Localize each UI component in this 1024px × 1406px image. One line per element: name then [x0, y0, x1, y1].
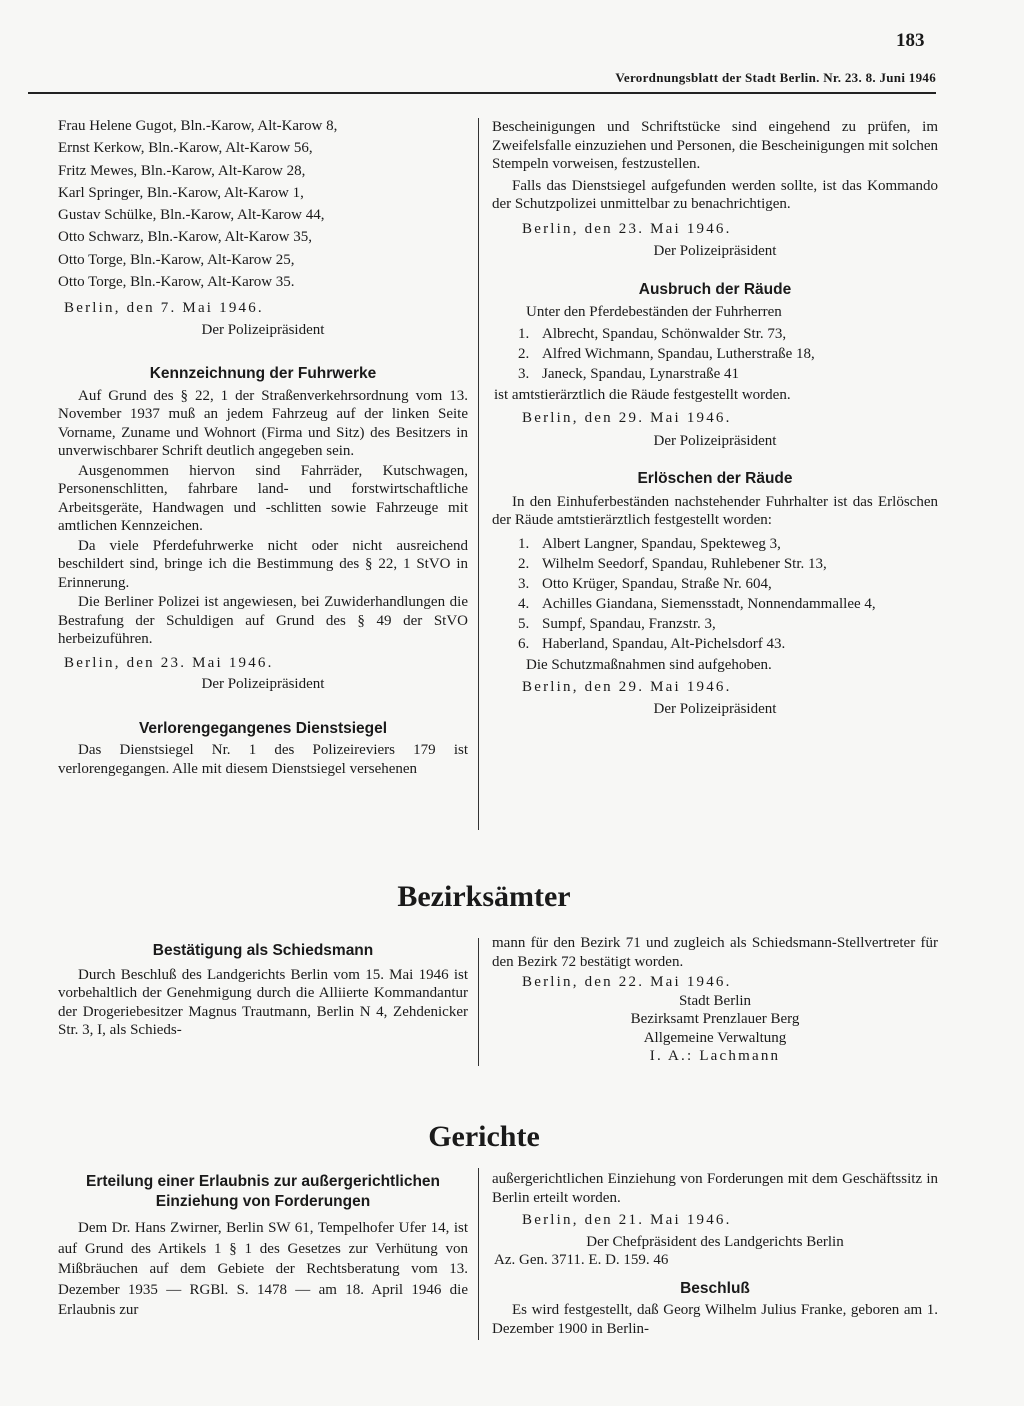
list-text: Wilhelm Seedorf, Spandau, Ruhlebener Str. 13,: [542, 555, 827, 572]
list-number: 1.: [518, 325, 530, 342]
numbered-list: [492, 324, 938, 384]
section-title: Verlorengegangenes Dienstsiegel: [138, 719, 388, 737]
list-number: 1.: [518, 535, 530, 552]
list-item: [518, 574, 938, 594]
list-item: [518, 594, 938, 614]
list-item: [518, 614, 938, 634]
list-item: Frau Helene Gugot, Bln.-Karow, Alt-Karow 8,: [58, 118, 338, 134]
list-item: Ernst Kerkow, Bln.-Karow, Alt-Karow 56,: [58, 140, 313, 157]
paragraph: Ausgenommen hiervon sind Fahrräder, Kutschwagen, Personenschlitten, fahrbare land- und forstwirtschaftliche Arbeitsgeräte, Handwagen und -schlitten sowie Fahrzeuge mit amtlichen Kennzeichen.: [58, 462, 468, 535]
list-text: Sumpf, Spandau, Franzstr. 3,: [542, 615, 716, 632]
list-number: 5.: [518, 615, 530, 632]
signature: Der Polizeipräsident: [201, 321, 325, 338]
date-line: Berlin, den 23. Mai 1946.: [522, 220, 732, 237]
list-text: Achilles Giandana, Siemensstadt, Nonnendammallee 4,: [542, 595, 876, 612]
signature: Der Polizeipräsident: [201, 676, 325, 693]
column-divider-top: [478, 118, 479, 830]
right-column-middle: [492, 934, 938, 1066]
paragraph: Das Dienstsiegel Nr. 1 des Polizeireviers 179 ist verlorengegangen. Alle mit diesem Dienstsiegel versehenen: [58, 742, 468, 777]
signature: Der Polizeipräsident: [653, 243, 777, 259]
paragraph: Falls das Dienstsiegel aufgefunden werden sollte, ist das Kommando der Schutzpolizei unmittelbar zu benachrichtigen.: [492, 177, 938, 212]
date-line: Berlin, den 29. Mai 1946.: [522, 410, 732, 426]
date-line: Berlin, den 21. Mai 1946.: [522, 1212, 732, 1228]
list-number: 6.: [518, 635, 530, 652]
page-number: 183: [896, 30, 925, 51]
paragraph: Bescheinigungen und Schriftstücke sind eingehend zu prüfen, im Zweifelsfalle einzuziehen und Personen, die Bescheinigungen mit solchen Stempeln vorweisen, festzustellen.: [492, 119, 938, 172]
column-divider-middle: [478, 938, 479, 1066]
list-number: 3.: [518, 575, 530, 592]
list-item: Fritz Mewes, Bln.-Karow, Alt-Karow 28,: [58, 162, 306, 179]
signature: Bezirksamt Prenzlauer Berg: [630, 1011, 800, 1027]
date-line: Berlin, den 29. Mai 1946.: [522, 679, 732, 695]
left-column-middle: [58, 942, 468, 1040]
list-item: [518, 364, 938, 384]
paragraph: In den Einhuferbeständen nachstehender Fuhrhalter ist das Erlöschen der Räude amtstierärztlich festgestellt worden:: [492, 493, 938, 528]
list-number: 3.: [518, 365, 530, 382]
paragraph: außergerichtlichen Einziehung von Forderungen mit dem Geschäftssitz in Berlin erteilt worden.: [492, 1171, 938, 1206]
list-number: 2.: [518, 345, 530, 362]
list-text: Albert Langner, Spandau, Spekteweg 3,: [542, 535, 781, 552]
list-number: 2.: [518, 555, 530, 572]
list-item: Karl Springer, Bln.-Karow, Alt-Karow 1,: [58, 184, 304, 201]
signature: Der Polizeipräsident: [653, 700, 777, 717]
list-number: 4.: [518, 595, 530, 612]
date-line: Berlin, den 22. Mai 1946.: [522, 974, 732, 990]
signature: Der Chefpräsident des Landgerichts Berlin: [586, 1233, 844, 1250]
signature: Der Polizeipräsident: [653, 432, 777, 449]
paragraph: Durch Beschluß des Landgerichts Berlin vom 15. Mai 1946 ist vorbehaltlich der Genehmigung durch die Alliierte Kommandantur der Drogeriebesitzer Magnus Trautmann, Berlin N 4, Zehdenicker Str. 3, I, als Schieds-: [58, 966, 468, 1038]
section-title: Bestätigung als Schiedsmann: [152, 942, 374, 959]
section-heading: Gerichte: [428, 1120, 540, 1153]
names-list: [58, 115, 468, 293]
signature: Allgemeine Verwaltung: [643, 1029, 787, 1046]
section-heading: Bezirksämter: [397, 880, 571, 913]
header-rule: [28, 92, 936, 94]
section-title: Kennzeichnung der Fuhrwerke: [149, 365, 377, 383]
list-item: [518, 344, 938, 364]
list-item: Otto Torge, Bln.-Karow, Alt-Karow 35.: [58, 274, 295, 291]
paragraph: Die Schutzmaßnahmen sind aufgehoben.: [526, 656, 772, 673]
paragraph: Die Berliner Polizei ist angewiesen, bei Zuwiderhandlungen die Bestrafung der Schuldigen auf Grund des § 49 der StVO herbeizuführen.: [58, 594, 468, 648]
section-title: Erteilung einer Erlaubnis zur außergerichtlichen Einziehung von Forderungen: [86, 1173, 440, 1210]
paragraph: Auf Grund des § 22, 1 der Straßenverkehrsordnung vom 13. November 1937 muß an jedem Fahrzeug auf der linken Seite Vorname, Zuname und Wohnort (Firma und Sitz) des Besitzers in unverwischbarer Schrift deutlich angegeben sein.: [58, 387, 468, 460]
paragraph: Dem Dr. Hans Zwirner, Berlin SW 61, Tempelhofer Ufer 14, ist auf Grund des Artikels 1 § 1 des Gesetzes zur Verhütung von Mißbräuchen auf dem Gebiete der Rechtsberatung vom 13. Dezember 1935 — RGBl. S. 1478 — am 18. April 1946 die Erlaubnis zur: [58, 1220, 468, 1318]
column-divider-bottom: [478, 1168, 479, 1340]
paragraph: Unter den Pferdebeständen der Fuhrherren: [526, 304, 782, 320]
signature: Stadt Berlin: [678, 992, 752, 1009]
date-line: Berlin, den 23. Mai 1946.: [64, 654, 274, 671]
list-text: Haberland, Spandau, Alt-Pichelsdorf 43.: [542, 635, 786, 652]
list-item: [518, 324, 938, 344]
numbered-list: [492, 534, 938, 654]
list-text: Alfred Wichmann, Spandau, Lutherstraße 18,: [542, 345, 815, 362]
list-text: Janeck, Spandau, Lynarstraße 41: [542, 365, 740, 382]
paragraph: mann für den Bezirk 71 und zugleich als Schiedsmann-Stellvertreter für den Bezirk 72 bestätigt worden.: [492, 935, 938, 970]
list-item: Otto Schwarz, Bln.-Karow, Alt-Karow 35,: [58, 229, 312, 246]
list-text: Albrecht, Spandau, Schönwalder Str. 73,: [542, 325, 787, 342]
date-line: Berlin, den 7. Mai 1946.: [64, 300, 264, 317]
section-title: Ausbruch der Räude: [638, 280, 792, 298]
section-title: Beschluß: [680, 1279, 750, 1297]
list-item: [518, 634, 938, 654]
paragraph: Da viele Pferdefuhrwerke nicht oder nicht ausreichend beschildert sind, bringe ich die Bestimmung des § 22, 1 StVO in Erinnerung.: [58, 537, 468, 591]
signature: I. A.: Lachmann: [649, 1048, 781, 1064]
right-column-bottom: [492, 1170, 938, 1338]
left-column-bottom: [58, 1172, 468, 1321]
paragraph: ist amtstierärztlich die Räude festgestellt worden.: [494, 386, 791, 403]
left-column-top: [58, 115, 468, 778]
list-item: Otto Torge, Bln.-Karow, Alt-Karow 25,: [58, 251, 295, 268]
paragraph: Es wird festgestellt, daß Georg Wilhelm Julius Franke, geboren am 1. Dezember 1900 in Berlin-: [492, 1302, 938, 1337]
list-item: [518, 534, 938, 554]
list-text: Otto Krüger, Spandau, Straße Nr. 604,: [542, 575, 772, 592]
running-head: Verordnungsblatt der Stadt Berlin. Nr. 23. 8. Juni 1946: [615, 70, 936, 85]
list-item: Gustav Schülke, Bln.-Karow, Alt-Karow 44,: [58, 207, 325, 224]
list-item: [518, 554, 938, 574]
section-title: Erlöschen der Räude: [637, 470, 793, 487]
reference-number: Az. Gen. 3711. E. D. 159. 46: [494, 1252, 669, 1268]
right-column-top: [492, 118, 938, 718]
